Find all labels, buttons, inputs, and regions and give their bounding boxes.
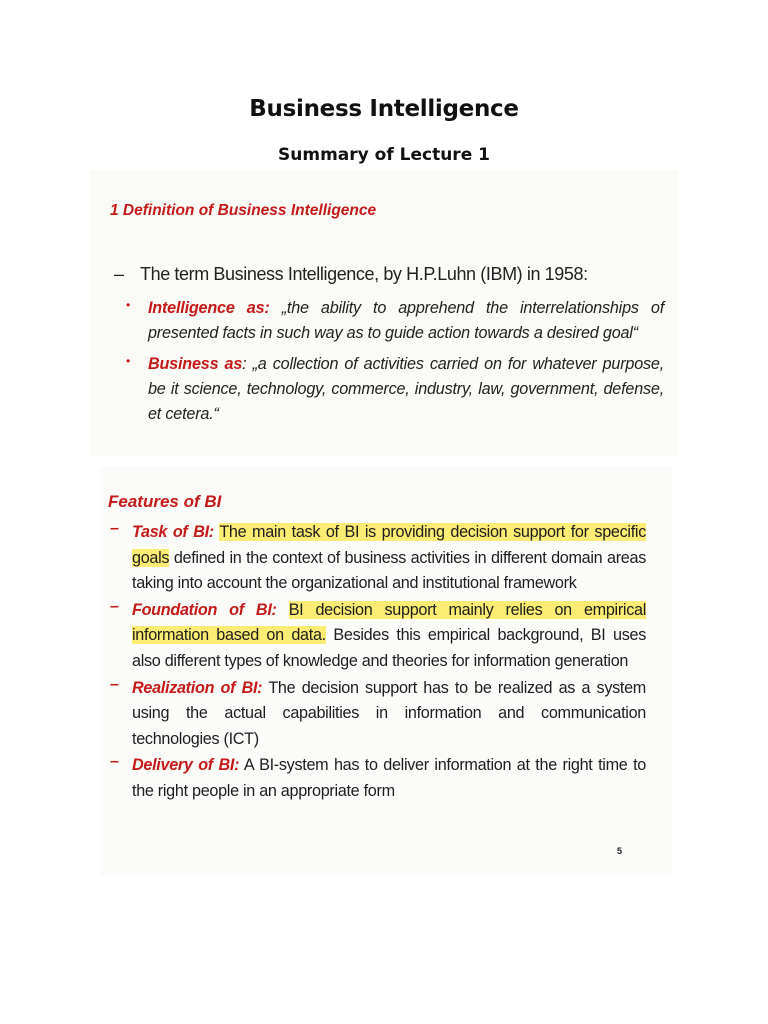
definition-term: Intelligence as: (148, 299, 270, 317)
slide-heading: 1 Definition of Business Intelligence (110, 202, 377, 219)
definition-text (148, 352, 664, 427)
feature-item (108, 753, 646, 804)
slide-features (100, 466, 672, 876)
dash-marker: – (110, 597, 119, 615)
definition-body: „the ability to apprehend the interrelationships of presented facts in such way as to guide action towards a desired goal“ (148, 299, 664, 342)
document-title: Business Intelligence (249, 96, 519, 122)
feature-text (132, 520, 646, 597)
feature-term: Task of BI: (132, 523, 214, 541)
dash-marker: – (114, 264, 124, 284)
feature-term: Realization of BI: (132, 678, 263, 697)
slide-heading: Features of BI (108, 492, 222, 511)
feature-body: Besides this empirical background, BI uses also different types of knowledge and theories for information generation (132, 626, 646, 670)
dash-marker: – (110, 520, 119, 537)
feature-text (132, 598, 646, 675)
definition-item (118, 296, 664, 346)
dash-marker: – (110, 675, 119, 693)
bullet-icon: • (126, 354, 131, 368)
feature-body: defined in the context of business activities in different domain areas taking into account the organizational and institutional framework (132, 548, 646, 593)
slide-page-number: 5 (616, 846, 622, 856)
highlighted-text: BI decision support mainly relies on empirical information based on data. (132, 600, 647, 645)
lead-line (114, 264, 654, 285)
feature-item (108, 676, 646, 753)
bullet-icon: • (126, 298, 131, 312)
feature-item (108, 598, 646, 675)
feature-term: Delivery of BI: (132, 756, 240, 775)
feature-term: Foundation of BI: (132, 600, 277, 619)
feature-list (108, 520, 646, 806)
feature-body: The decision support has to be realized as a system using the actual capabilities in information and communication technologies (ICT) (132, 678, 646, 748)
highlighted-text: The main task of BI is providing decision support for specific goals (132, 523, 647, 567)
feature-body: A BI-system has to deliver information at the right time to the right people in an appropriate form (132, 756, 646, 800)
feature-text (132, 676, 646, 753)
feature-item (108, 520, 646, 597)
definition-term: Business as (148, 355, 243, 373)
dash-marker: – (110, 753, 119, 771)
lead-text: The term Business Intelligence, by H.P.Luhn (IBM) in 1958: (140, 264, 588, 284)
document-subtitle: Summary of Lecture 1 (278, 145, 490, 165)
slide-definition (90, 170, 678, 456)
definition-body: : „a collection of activities carried on for whatever purpose, be it science, technology, commerce, industry, law, government, defense, et cetera.“ (148, 355, 665, 423)
definition-list (118, 296, 664, 433)
definition-text (148, 296, 664, 346)
definition-item (118, 352, 664, 427)
feature-text (132, 753, 646, 804)
